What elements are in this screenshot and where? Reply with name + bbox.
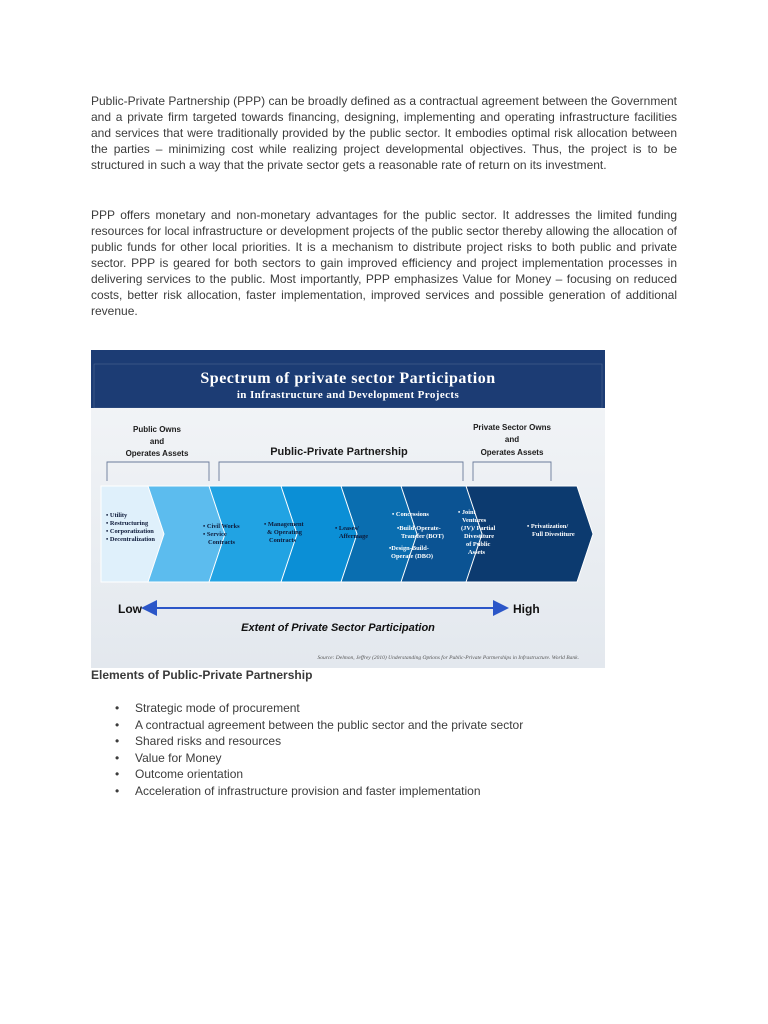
ppp-center-label: Public-Private Partnership (270, 446, 408, 458)
ppp-spectrum-figure (91, 350, 605, 668)
left-owner-line-3: Operates Assets (125, 449, 189, 458)
list-item (91, 733, 523, 750)
advantages-paragraph: PPP offers monetary and non-monetary advantages for the public sector. It addresses the limited funding resources for local infrastructure or development projects of the public sector thereby allowing the allocation of public funds for other local priorities. It is a mechanism to distribute project risks to both public and private sector. PPP is geared for both sectors to gain improved efficiency and project implementation processes in delivering services to the public. Most importantly, PPP emphasizes Value for Money – focusing on reduced costs, better risk allocation, faster implementation, improved services and possible generation of additional revenue. (91, 208, 677, 318)
list-item-text: Shared risks and resources (135, 734, 282, 749)
intro-paragraph: Public-Private Partnership (PPP) can be broadly defined as a contractual agreement between the Government and a private firm targeted towards financing, designing, implementing and operating infrastructure facilities and services that were traditionally provided by the public sector. It embodies optimal risk allocation between the parties – minimizing cost while realizing project developmental objectives. Thus, the project is to be structured in such a way that the private sector gets a reasonable rate of return on its investment. (91, 94, 677, 172)
list-item (91, 700, 523, 717)
bullet-icon: • (115, 717, 120, 732)
axis-title: Extent of Private Sector Participation (241, 622, 435, 634)
figure-subtitle: in Infrastructure and Development Projects (236, 389, 460, 401)
list-item (91, 766, 523, 783)
figure-source: Source: Delmon, Jeffrey (2010) Understanding Options for Public-Private Partnerships in Infrastructure. World Bank. (317, 655, 579, 661)
list-item-text: Acceleration of infrastructure provision and faster implementation (135, 783, 481, 798)
stage-6-text: • Joint Ventures (JV)/ Partial Divestiture of Public Assets (458, 509, 496, 556)
bullet-icon: • (115, 701, 120, 715)
list-item (91, 783, 523, 800)
bullet-icon: • (115, 750, 120, 765)
elements-heading: Elements of Public-Private Partnership (91, 668, 313, 682)
stage-3-text: • Management & Operating Contracts (264, 521, 304, 544)
stage-2-text: • Civil Works • Service Contracts (203, 523, 240, 546)
left-owner-line-2: and (149, 437, 165, 446)
axis-high-label: High (513, 602, 540, 616)
stage-4-text: • Leases/ Affermage (335, 525, 369, 540)
stage-5-text: • Concessions •Build-Operate- Transfer (BOT) •Design-Build- Operate (DBO) (389, 511, 444, 560)
right-owner-line-3: Operates Assets (480, 448, 544, 457)
list-item-text: A contractual agreement between the public sector and the private sector (135, 717, 524, 732)
left-owner-line-1: Public Owns (132, 425, 182, 434)
list-item (91, 717, 523, 734)
right-owner-line-2: and (504, 435, 520, 444)
bullet-icon: • (115, 767, 120, 782)
stage-7-text: • Privatization/ Full Divestiture (527, 523, 575, 538)
bullet-icon: • (115, 734, 120, 749)
elements-list (91, 700, 523, 800)
ppp-spectrum-svg (91, 350, 605, 668)
bullet-icon: • (115, 783, 120, 798)
figure-title: Spectrum of private sector Participation (200, 370, 496, 387)
list-item-text: Strategic mode of procurement (135, 701, 300, 715)
right-owner-line-1: Private Sector Owns (473, 423, 551, 432)
list-item-text: Outcome orientation (135, 767, 244, 782)
list-item-text: Value for Money (135, 750, 222, 765)
stage-1-text: • Utility • Restructuring • Corporatization • Decentralization (106, 512, 155, 543)
list-item (91, 750, 523, 767)
axis-low-label: Low (118, 602, 142, 616)
